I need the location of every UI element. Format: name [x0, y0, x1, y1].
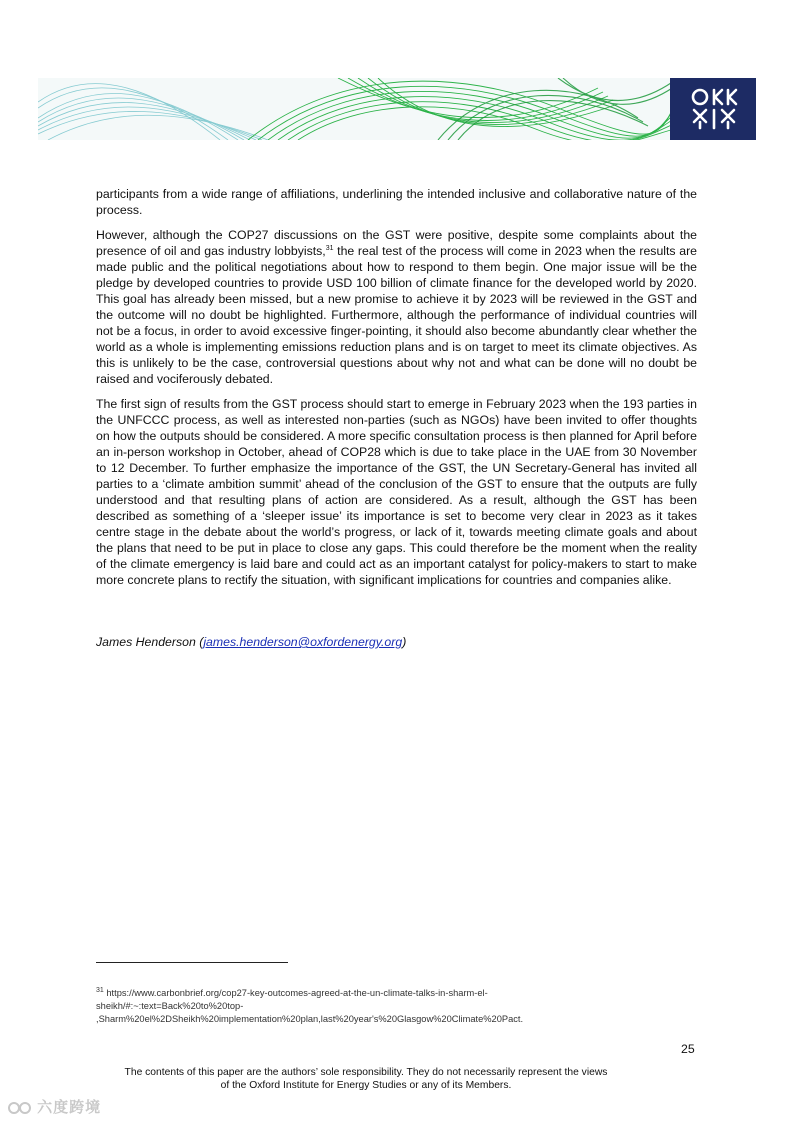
paragraph-3: The first sign of results from the GST process should start to emerge in February 2023 when the 193 parties in the UNFCCC process, as well as interested non-parties (such as NGOs) have been invited to offer thoughts on how the outputs should be considered. A more specific consultation process is then planned for April before an in-person workshop in October, ahead of COP28 which is due to take place in the UAE from 30 November to 12 December. To further emphasize the importance of the GST, the UN Secretary-General has invited all parties to a ‘climate ambition summit’ ahead of the conclusion of the GST to ensure that the outputs are fully understood and that resulting plans of action are considered. As a result, although the GST has been described as something of a ‘sleeper issue’ its importance is set to become very clear in 2023 as it takes centre stage in the debate about the world’s progress, or lack of it, towards meeting climate goals and about the plans that need to be put in place to close any gaps. This could therefore be the moment when the reality of the climate emergency is laid bare and could act as an important catalyst for policy-makers to start to make more concrete plans to rectify the situation, with significant implications for countries and companies alike. [96, 397, 697, 587]
author-email-link[interactable]: james.henderson@oxfordenergy.org [203, 635, 403, 649]
paragraph-2-text-end: the real test of the process will come in 2023 when the results are made public and the political negotiations about how to respond to them begin. One major issue will be the pledge by developed countries to provide USD 100 billion of climate finance for the developed world by 2020. This goal has already been missed, but a new promise to achieve it by 2023 will be reviewed in the GST and the outcome will no doubt be highlighted. Furthermore, although the performance of individual countries will not be a focus, in order to avoid excessive finger-pointing, it should also become abundantly clear whether the world as a whole is implementing emissions reduction plans and is on target to meet its climate objectives. As this is unlikely to be the case, controversial questions about why not and what can be done will no doubt be raised and vociferously debated. [96, 244, 697, 386]
disclaimer-line-1: The contents of this paper are the authors’ sole responsibility. They do not necessarily represent the views [124, 1067, 608, 1078]
footnote-31 [96, 987, 616, 1026]
paragraph-2 [96, 227, 697, 387]
footnote-url-part-1[interactable]: https://www.carbonbrief.org/cop27-key-outcomes-agreed-at-the-un-climate-talks-in-sharm-el- [106, 988, 488, 998]
watermark-text: 六度跨境 [37, 1099, 102, 1116]
footnote-ref-31[interactable]: 31 [325, 244, 334, 252]
header-banner [38, 78, 756, 140]
footer-disclaimer [96, 1066, 636, 1092]
main-content [96, 186, 697, 597]
paragraph-1: participants from a wide range of affiliations, underlining the intended inclusive and collaborative nature of the process. [96, 187, 697, 217]
footnote-number: 31 [96, 986, 104, 994]
paragraph-2-text-start: However, although the COP27 discussions on the GST were positive, despite some complaints about the presence of oil and gas industry lobbyists, [96, 228, 697, 258]
disclaimer-line-2: of the Oxford Institute for Energy Studies or any of its Members. [220, 1080, 512, 1091]
footnote-line-1[interactable] [96, 987, 616, 1000]
oies-logo [670, 78, 756, 140]
footnote-url-part-2[interactable]: sheikh/#:~:text=Back%20to%20top- [96, 1001, 244, 1011]
oies-logo-icon [670, 78, 756, 140]
watermark-logo-icon [8, 1100, 32, 1116]
footnote-divider [96, 962, 288, 963]
author-open-paren: ( [195, 635, 204, 649]
green-wave-banner-icon [38, 78, 756, 140]
author-line [96, 635, 406, 649]
footnote-url-part-3[interactable]: ,Sharm%20el%2DSheikh%20implementation%20plan,last%20year's%20Glasgow%20Climate%20Pact. [96, 1014, 524, 1024]
watermark [8, 1096, 101, 1117]
author-name: James Henderson [96, 635, 196, 649]
author-close-paren: ) [402, 635, 407, 649]
page-number: 25 [681, 1042, 695, 1056]
